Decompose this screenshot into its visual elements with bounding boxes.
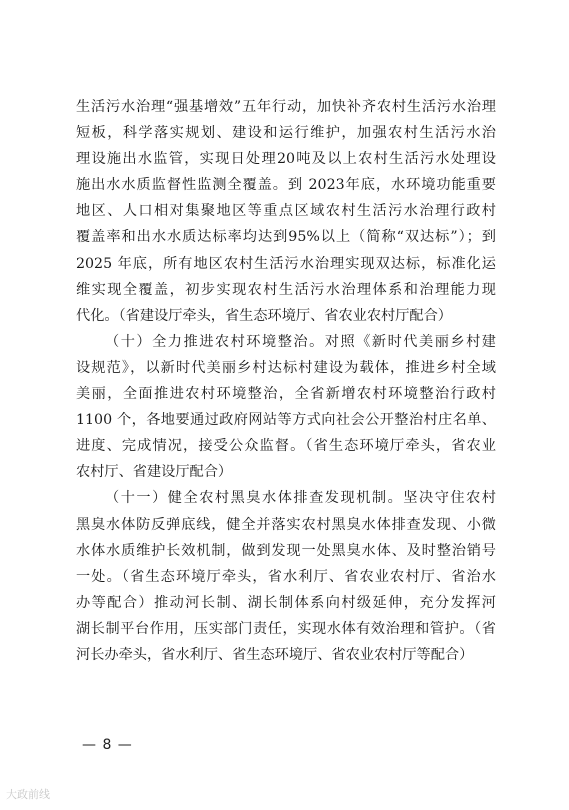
text-line: 覆盖率和出水水质达标率均达到95%以上（简称“双达标”）；到 [76,229,496,246]
text-line: 办等配合）推动河长制、湖长制体系向村级延伸，充分发挥河 [76,594,496,611]
text-line: 农村厅、省建设厅配合） [76,464,233,481]
text-line: 美丽，全面推进农村环境整治，全省新增农村环境整治行政村 [76,386,496,403]
text-line: 湖长制平台作用，压实部门责任，实现水体有效治理和管护。（省 [76,620,496,637]
text-line: 地区、人口相对集聚地区等重点区域农村生活污水治理行政村 [76,203,496,220]
text-line: 进度、完成情况，接受公众监督。（省生态环境厅牵头，省农业 [76,438,496,455]
text-line: 河长办牵头，省水利厅、省生态环境厅、省农业农村厅等配合） [76,646,474,663]
body-text [76,94,496,668]
text-line: 生活污水治理“强基增效”五年行动，加快补齐农村生活污水治理 [76,99,496,115]
text-line: 2025 年底，所有地区农村生活污水治理实现双达标，标准化运 [76,255,496,272]
text-line: 维实现全覆盖，初步实现农村生活污水治理体系和治理能力现 [76,281,496,298]
text-line: 设规范》，以新时代美丽乡村达标村建设为载体，推进乡村全域 [76,359,496,376]
text-line: 代化。（省建设厅牵头，省生态环境厅、省农业农村厅配合） [76,307,452,324]
text-line: 一处。（省生态环境厅牵头，省水利厅、省农业农村厅、省治水 [76,568,496,585]
text-line: 1100 个，各地要通过政府网站等方式向社会公开整治村庄名单、 [76,412,496,429]
section-heading-line: （十一）健全农村黑臭水体排查发现机制。坚决守住农村 [105,490,496,507]
text-line: 施出水水质监督性监测全覆盖。到 2023年底，水环境功能重要 [76,177,496,194]
text-line: 水体水质维护长效机制，做到发现一处黑臭水体、及时整治销号 [76,542,496,559]
page-number: — 8 — [82,737,133,753]
text-line: 理设施出水监管，实现日处理20吨及以上农村生活污水处理设 [76,151,496,168]
text-line: 黑臭水体防反弹底线，健全并落实农村黑臭水体排查发现、小微 [76,516,496,533]
text-line: 短板，科学落实规划、建设和运行维护，加强农村生活污水治 [76,125,496,142]
section-heading-line: （十）全力推进农村环境整治。对照《新时代美丽乡村建 [105,333,496,350]
watermark: 大政前线 [6,788,50,801]
